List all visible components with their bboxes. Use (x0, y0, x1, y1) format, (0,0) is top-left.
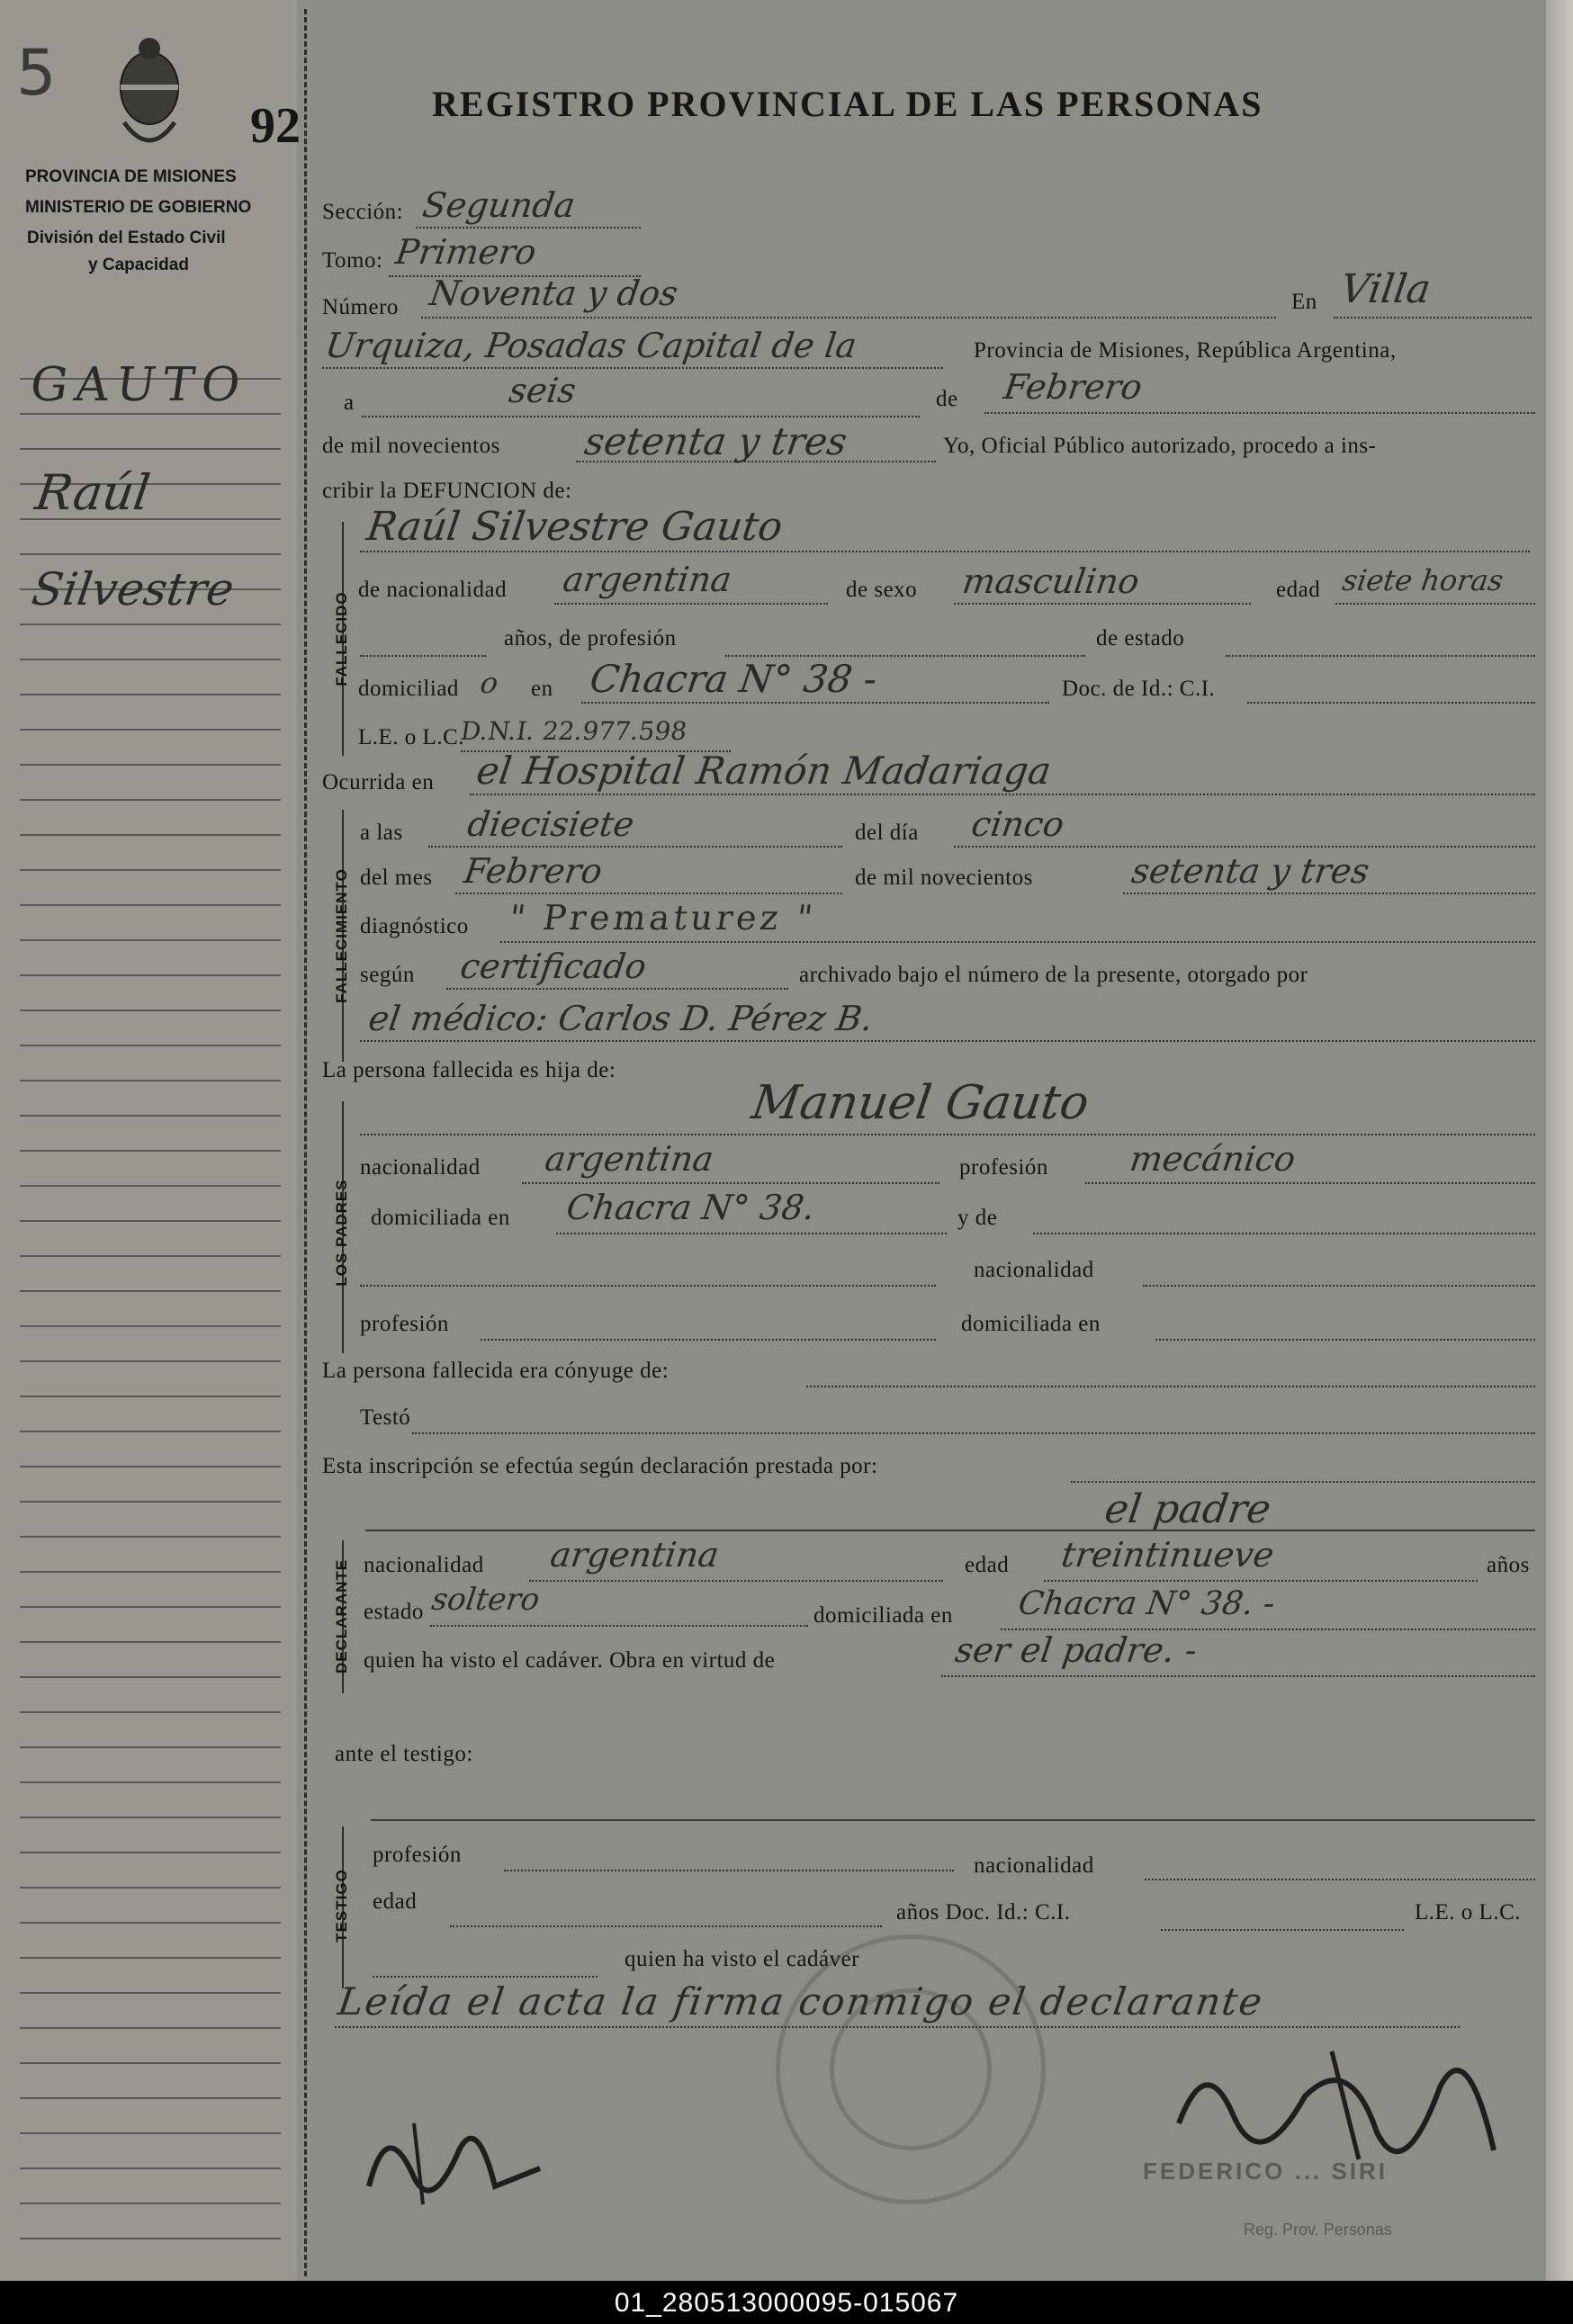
label-ante-testigo: ante el testigo: (335, 1742, 473, 1766)
value-nombre: Raúl Silvestre Gauto (364, 504, 786, 550)
coat-of-arms-emblem (106, 32, 193, 167)
label-decl-edad: edad (965, 1553, 1010, 1577)
margin-given-name-2: Silvestre (28, 563, 238, 615)
label-de-estado: de estado (1096, 626, 1185, 651)
margin-rule (20, 2097, 281, 2099)
label-de: de (936, 387, 958, 411)
value-decl-domicilio: Chacra N° 38. - (1016, 1585, 1278, 1622)
margin-rule (20, 413, 281, 415)
label-t-anos-doc: años Doc. Id.: C.I. (896, 1900, 1071, 1925)
margin-rule (20, 1431, 281, 1432)
margin-rule (20, 1395, 281, 1397)
folio-number: 92 (250, 98, 301, 154)
label-t-nacionalidad: nacionalidad (974, 1853, 1094, 1878)
value-domicilio: Chacra N° 38 - (587, 657, 880, 701)
label-madre-domicilio: domiciliada en (961, 1312, 1101, 1336)
label-domiciliado: domiciliad (358, 677, 459, 701)
value-nacionalidad: argentina (560, 560, 734, 599)
stamp-name: FEDERICO ... SIRI (1143, 2158, 1389, 2185)
label-conyuge: La persona fallecida era cónyuge de: (322, 1359, 670, 1383)
value-padre: Manuel Gauto (748, 1076, 1092, 1130)
value-le-lc: D.N.I. 22.977.598 (458, 716, 689, 746)
margin-rule (20, 1150, 281, 1152)
margin-rule (20, 1220, 281, 1222)
label-padre-domicilio: domiciliada en (371, 1206, 510, 1230)
declarant-signature (360, 2096, 576, 2222)
label-numero: Número (322, 295, 399, 319)
value-padre-nacionalidad: argentina (542, 1139, 716, 1179)
page-edge (1546, 0, 1573, 2281)
value-segun: certificado (457, 947, 649, 986)
margin-rule (20, 1290, 281, 1292)
margin-rule (20, 904, 281, 906)
authority-line-3: División del Estado Civil (27, 229, 226, 247)
label-oficial: Yo, Oficial Público autorizado, procedo a ins- (943, 434, 1377, 458)
label-en-domicilio: en (531, 677, 553, 701)
margin-rule (20, 1957, 281, 1959)
label-provincia: Provincia de Misiones, República Argentina, (974, 338, 1397, 363)
margin-rule (20, 2027, 281, 2029)
margin-rule (20, 799, 281, 801)
margin-rule (20, 1711, 281, 1713)
margin-rule (20, 2238, 281, 2239)
label-madre-profesion: profesión (360, 1312, 449, 1336)
margin-rule (20, 1817, 281, 1818)
value-numero: Noventa y dos (427, 274, 680, 313)
label-segun: según (360, 963, 415, 987)
label-padre-profesion: profesión (959, 1155, 1048, 1180)
margin-rule (20, 1641, 281, 1643)
label-le-lc: L.E. o L.C. (358, 725, 464, 749)
label-seccion: Sección: (322, 200, 404, 224)
margin-rule (20, 1255, 281, 1257)
margin-rule (20, 1746, 281, 1748)
label-inscribir: cribir la DEFUNCION de: (322, 479, 572, 503)
label-hija-de: La persona fallecida es hija de: (322, 1058, 616, 1082)
value-decl-nacionalidad: argentina (547, 1535, 722, 1575)
margin-rule (20, 1606, 281, 1608)
label-doc-id: Doc. de Id.: C.I. (1062, 677, 1216, 701)
label-tomo: Tomo: (322, 248, 383, 273)
margin-rule (20, 2167, 281, 2169)
value-anio: setenta y tres (581, 419, 850, 463)
value-mes: Febrero (1001, 367, 1145, 407)
margin-rule (20, 729, 281, 731)
label-testo: Testó (360, 1405, 411, 1430)
label-diagnostico: diagnóstico (360, 914, 469, 938)
value-dia: seis (506, 371, 579, 410)
label-ocurrida-en: Ocurrida en (322, 770, 435, 794)
label-y-de: y de (957, 1206, 998, 1230)
perforation-line (304, 9, 307, 2276)
label-t-profesion: profesión (373, 1843, 462, 1867)
label-del-mes: del mes (360, 866, 433, 890)
label-anos-profesion: años, de profesión (504, 626, 677, 651)
label-a: a (344, 390, 355, 415)
value-declarante: el padre (1101, 1486, 1274, 1532)
margin-rule (20, 1501, 281, 1503)
authority-line-2: MINISTERIO DE GOBIERNO (25, 198, 252, 217)
value-tomo: Primero (392, 232, 539, 272)
margin-rule (20, 1360, 281, 1362)
value-sexo: masculino (959, 561, 1142, 601)
label-de-mil: de mil novecientos (322, 434, 500, 458)
value-padre-domicilio: Chacra N° 38. (563, 1188, 818, 1227)
margin-rule (20, 1115, 281, 1117)
margin-rule (20, 659, 281, 660)
margin-rule (20, 1676, 281, 1678)
margin-rule (20, 1887, 281, 1889)
label-a-las: a las (360, 821, 403, 845)
value-edad: siete horas (1340, 563, 1506, 597)
label-de-mil-fallec: de mil novecientos (855, 866, 1033, 890)
margin-rule (20, 1325, 281, 1327)
label-decl-domiciliada: domiciliada en (813, 1603, 953, 1628)
margin-rule (20, 1536, 281, 1538)
label-del-dia: del día (855, 821, 919, 845)
margin-rule (20, 1080, 281, 1081)
value-seccion: Segunda (419, 185, 578, 225)
label-decl-nacionalidad: nacionalidad (364, 1553, 484, 1577)
margin-rule (20, 2062, 281, 2064)
corner-number: 5 (16, 36, 57, 110)
value-decl-virtud: ser el padre. - (952, 1630, 1200, 1670)
value-ocurrida-en: el Hospital Ramón Madariaga (473, 749, 1055, 793)
margin-rule (20, 1852, 281, 1853)
label-en: En (1291, 290, 1317, 314)
margin-rule (20, 1922, 281, 1924)
label-t-le-lc: L.E. o L.C. (1415, 1900, 1521, 1925)
label-edad: edad (1276, 578, 1321, 602)
value-decl-edad: treintinueve (1058, 1535, 1277, 1575)
authority-line-4: y Capacidad (88, 256, 189, 274)
margin-rule (20, 1571, 281, 1573)
section-declarante: DECLARANTE (333, 1558, 350, 1673)
value-medico: el médico: Carlos D. Pérez B. (365, 999, 876, 1038)
label-de-nacionalidad: de nacionalidad (358, 578, 508, 602)
label-declaracion: Esta inscripción se efectúa según declaración prestada por: (322, 1454, 878, 1478)
margin-rule (20, 553, 281, 555)
section-fallecimiento: FALLECIMIENTO (333, 868, 350, 1003)
margin-rule (20, 869, 281, 871)
value-hora: diecisiete (464, 804, 637, 844)
section-padres: LOS PADRES (333, 1179, 350, 1287)
label-archivado: archivado bajo el número de la presente, otorgado por (799, 963, 1308, 987)
margin-rule (20, 974, 281, 976)
label-de-sexo: de sexo (846, 578, 918, 602)
value-lugar: Urquiza, Posadas Capital de la (322, 326, 859, 365)
value-domicilio-suffix: o (478, 666, 500, 700)
margin-surname: GAUTO (26, 358, 251, 412)
official-seal-inner (830, 1988, 992, 2150)
value-en: Villa (1337, 266, 1434, 312)
margin-rule (20, 1185, 281, 1187)
label-padre-nacionalidad: nacionalidad (360, 1155, 481, 1180)
value-closing: Leída el acta la firma conmigo el declarante (335, 1979, 1267, 2023)
value-dia-fallec: cinco (968, 804, 1067, 844)
margin-rule (20, 624, 281, 625)
margin-rule (20, 1992, 281, 1994)
value-mes-fallec: Febrero (461, 851, 605, 891)
stamp-office: Reg. Prov. Personas (1244, 2221, 1392, 2239)
image-id: 01_280513000095-015067 (614, 2288, 959, 2318)
page-title: REGISTRO PROVINCIAL DE LAS PERSONAS (432, 84, 1263, 124)
label-t-edad: edad (373, 1889, 418, 1914)
margin-rule (20, 834, 281, 836)
margin-rule (20, 1009, 281, 1011)
margin-rule (20, 694, 281, 695)
margin-rule (20, 1781, 281, 1783)
label-decl-visto: quien ha visto el cadáver. Obra en virtud de (364, 1648, 776, 1673)
section-testigo: TESTIGO (333, 1869, 350, 1943)
margin-given-name-1: Raúl (31, 464, 154, 521)
authority-line-1: PROVINCIA DE MISIONES (25, 167, 237, 186)
label-decl-estado: estado (364, 1600, 424, 1624)
margin-rule (20, 448, 281, 450)
margin-rule (20, 1466, 281, 1467)
value-padre-profesion: mecánico (1127, 1139, 1299, 1179)
margin-rule (20, 764, 281, 766)
margin-strip (0, 0, 297, 2281)
value-anio-fallec: setenta y tres (1128, 851, 1372, 891)
value-diagnostico: " Prematurez " (506, 898, 819, 938)
margin-rule (20, 2203, 281, 2204)
margin-rule (20, 2132, 281, 2134)
label-madre-nacionalidad: nacionalidad (974, 1258, 1094, 1282)
section-fallecido: FALLECIDO (333, 591, 350, 686)
margin-rule (20, 939, 281, 941)
image-caption-bar (0, 2281, 1573, 2324)
value-decl-estado: soltero (429, 1582, 543, 1618)
margin-rule (20, 1045, 281, 1046)
label-t-visto: quien ha visto el cadáver (625, 1947, 860, 1971)
label-decl-anos: años (1487, 1553, 1530, 1577)
